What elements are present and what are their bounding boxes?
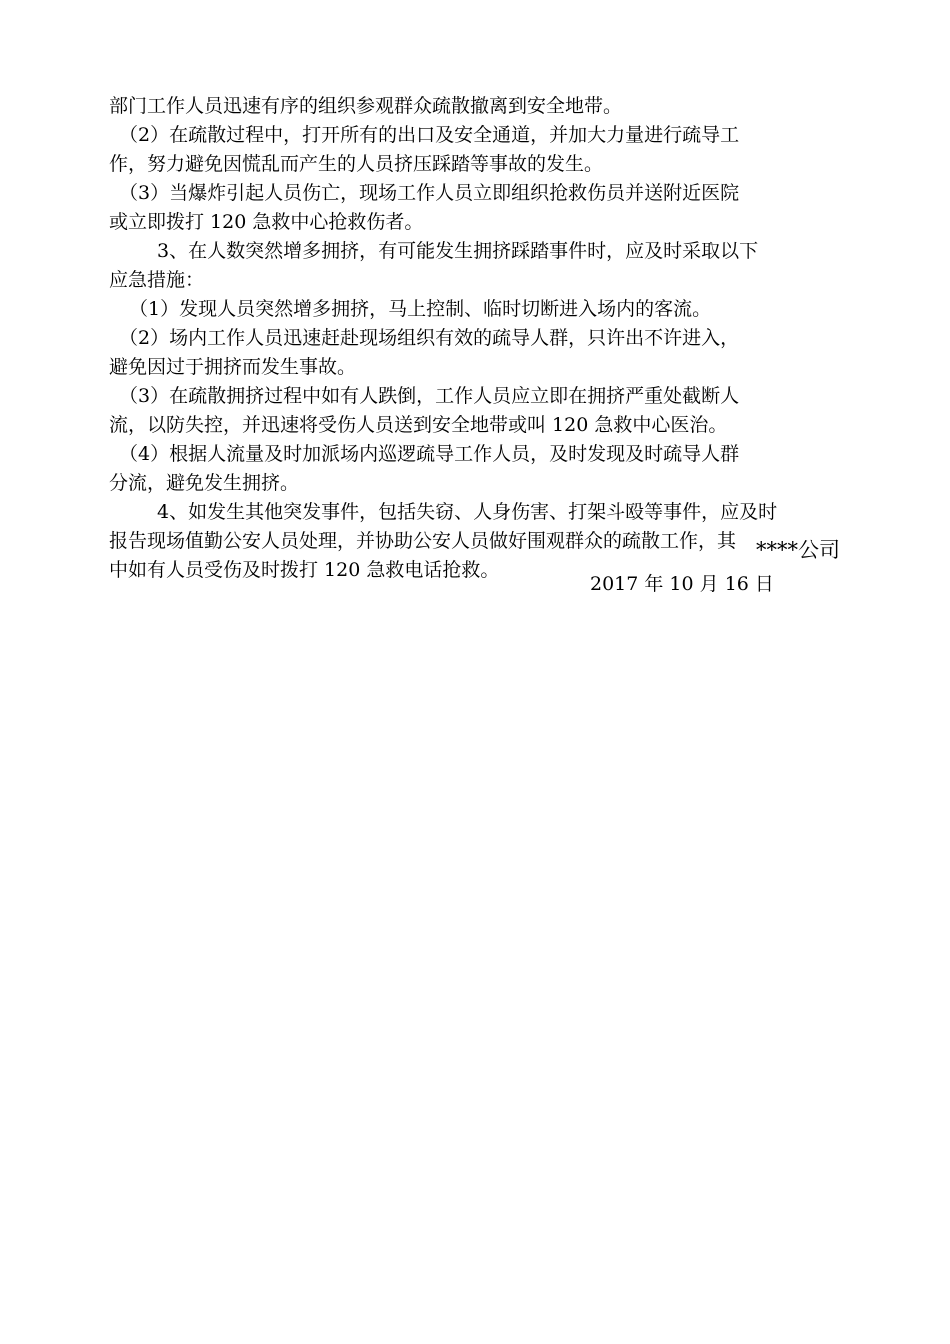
text-line: 报告现场值勤公安人员处理，并协助公安人员做好围观群众的疏散工作，其 xyxy=(109,530,737,552)
text-line: 分流，避免发生拥挤。 xyxy=(109,472,300,494)
text-line: （4）根据人流量及时加派场内巡逻疏导工作人员，及时发现及时疏导人群 xyxy=(119,443,740,465)
text-line: 部门工作人员迅速有序的组织参观群众疏散撤离到安全地带。 xyxy=(109,95,623,117)
text-line: （2）在疏散过程中，打开所有的出口及安全通道，并加大力量进行疏导工 xyxy=(119,124,740,146)
text-line: 避免因过于拥挤而发生事故。 xyxy=(109,356,357,378)
text-line: 作，努力避免因慌乱而产生的人员挤压踩踏等事故的发生。 xyxy=(109,153,604,175)
text-line: （3）在疏散拥挤过程中如有人跌倒，工作人员应立即在拥挤严重处截断人 xyxy=(119,385,740,407)
text-line: 中如有人员受伤及时拨打 120 急救电话抢救。 xyxy=(109,559,500,581)
text-line: （1）发现人员突然增多拥挤，马上控制、临时切断进入场内的客流。 xyxy=(129,298,712,320)
text-line: （2）场内工作人员迅速赶赴现场组织有效的疏导人群，只许出不许进入， xyxy=(119,327,740,349)
text-line: 3、在人数突然增多拥挤，有可能发生拥挤踩踏事件时，应及时采取以下 xyxy=(157,240,759,262)
text-line: 4、如发生其他突发事件，包括失窃、人身伤害、打架斗殴等事件，应及时 xyxy=(157,501,778,523)
text-line: 流，以防失控，并迅速将受伤人员送到安全地带或叫 120 急救中心医治。 xyxy=(109,414,728,436)
text-line: （3）当爆炸引起人员伤亡，现场工作人员立即组织抢救伤员并送附近医院 xyxy=(119,182,740,204)
text-line: 或立即拨打 120 急救中心抢救伤者。 xyxy=(109,211,424,233)
text-line: 应急措施： xyxy=(109,269,205,291)
company-signature: ****公司 xyxy=(756,538,840,562)
document-date: 2017 年 10 月 16 日 xyxy=(590,573,774,595)
document-body xyxy=(109,92,842,585)
